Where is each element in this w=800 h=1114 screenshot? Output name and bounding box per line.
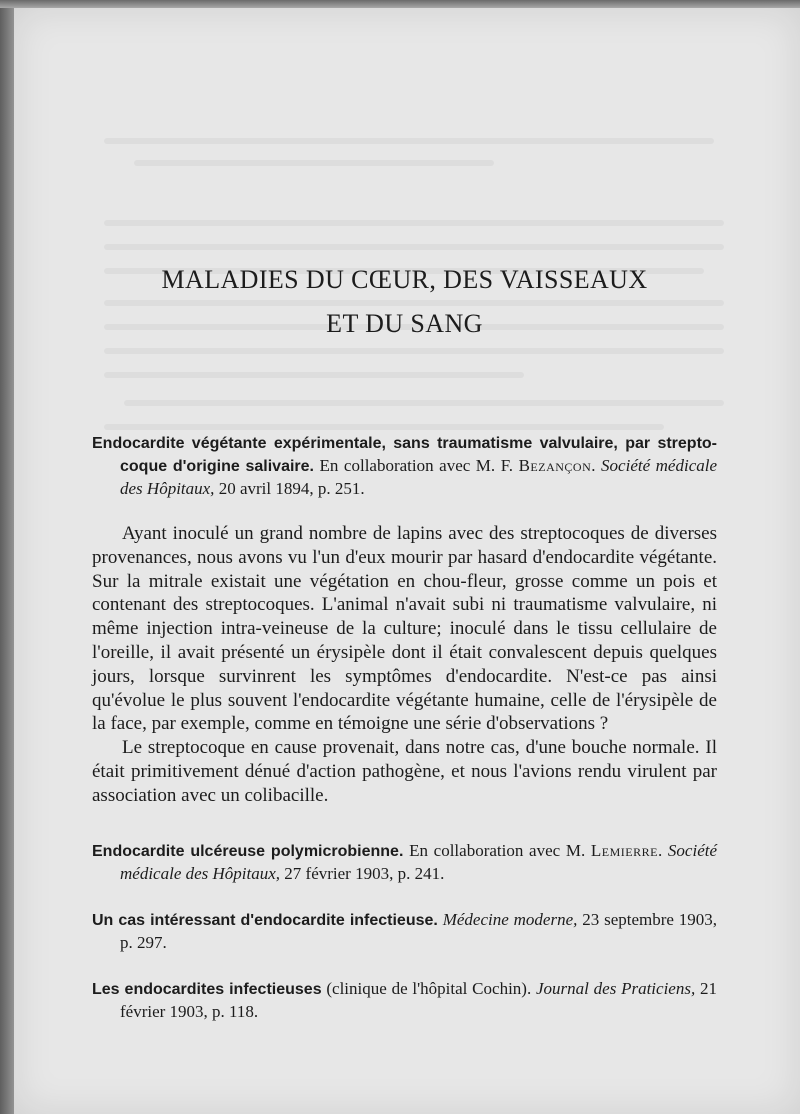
body-paragraph: Le streptocoque en cause provenait, dans notre cas, d'une bouche normale. Il était primitivement dénué d'action pathogène, et nous l'avions rendu virulent par association avec un colibacille. bbox=[92, 737, 717, 806]
entry-collaborator: Lemierre bbox=[590, 840, 658, 860]
entry-journal: Journal des Praticiens, bbox=[535, 978, 696, 998]
scan-edge-top bbox=[0, 0, 800, 8]
entry-title: Un cas intéressant d'endocardite infectieuse. bbox=[92, 911, 438, 929]
entry-collaboration: En collaboration avec M. bbox=[409, 840, 586, 860]
entry-journal: Médecine moderne, bbox=[442, 909, 578, 929]
entry-title: Endocardite végétante expérimentale, sans traumatisme valvulaire, par strepto-coque d'origine salivaire. bbox=[92, 435, 717, 475]
bibliography-entry: Endocardite ulcéreuse polymicrobienne. En collaboration avec M. Lemierre. Société médicale des Hôpitaux, 27 février 1903, p. 241. bbox=[92, 840, 718, 883]
entry-date: 23 septembre 1903, p. 297. bbox=[120, 909, 718, 952]
section-heading-line-1: MALADIES DU CŒUR, DES VAISSEAUX bbox=[161, 265, 648, 294]
bibliography-entry bbox=[92, 978, 717, 1023]
entry-collaborator: Bezançon bbox=[518, 456, 592, 475]
entry-journal: Société médicale des Hôpitaux, bbox=[120, 456, 718, 498]
bibliography-entry: Endocardite végétante expérimentale, sans traumatisme valvulaire, par strepto-coque d'origine salivaire. En collaboration avec M. F. Bezançon. Société médicale des Hôpitaux, 20 avril 1894, p. 251. bbox=[92, 435, 718, 498]
entry-collaboration: En collaboration avec M. F. bbox=[319, 456, 514, 475]
entry-date: 21 février 1903, p. 118. bbox=[120, 978, 717, 1021]
entry-date: 27 février 1903, p. 241. bbox=[284, 863, 445, 883]
entry-title: Les endocardites infectieuses bbox=[92, 980, 322, 998]
section-heading-line-2: ET DU SANG bbox=[326, 309, 483, 338]
entry-subtitle: (clinique de l'hôpital Cochin). bbox=[326, 978, 532, 998]
bibliography-entry bbox=[92, 909, 717, 954]
body-paragraph: Ayant inoculé un grand nombre de lapins avec des streptocoques de diverses provenances, nous avons vu l'un d'eux mourir par hasard d'endocardite végétante. Sur la mitrale existait une végétation en chou-fleur, grosse comme un pois et contenant des streptocoques. L'animal n'avait subi ni traumatisme valvulaire, ni même injection intra-veineuse de la culture; inoculé dans le tissu cellulaire de l'oreille, il avait présenté un érysipèle dont il était convalescent depuis quelques jours, lorsque survinrent les symptômes d'endocardite. N'est-ce pas ainsi qu'évolue le plus souvent l'endocardite végétante humaine, celle de l'érysipèle de la face, par exemple, comme en témoigne une série d'observations ? bbox=[92, 523, 717, 735]
document-page bbox=[14, 8, 800, 1114]
section-heading bbox=[92, 258, 717, 346]
entry-journal: Société médicale des Hôpitaux, bbox=[120, 840, 718, 883]
page-content bbox=[92, 258, 717, 1023]
entry-title: Endocardite ulcéreuse polymicrobienne. bbox=[92, 842, 404, 860]
entry-date: 20 avril 1894, p. 251. bbox=[218, 479, 365, 498]
